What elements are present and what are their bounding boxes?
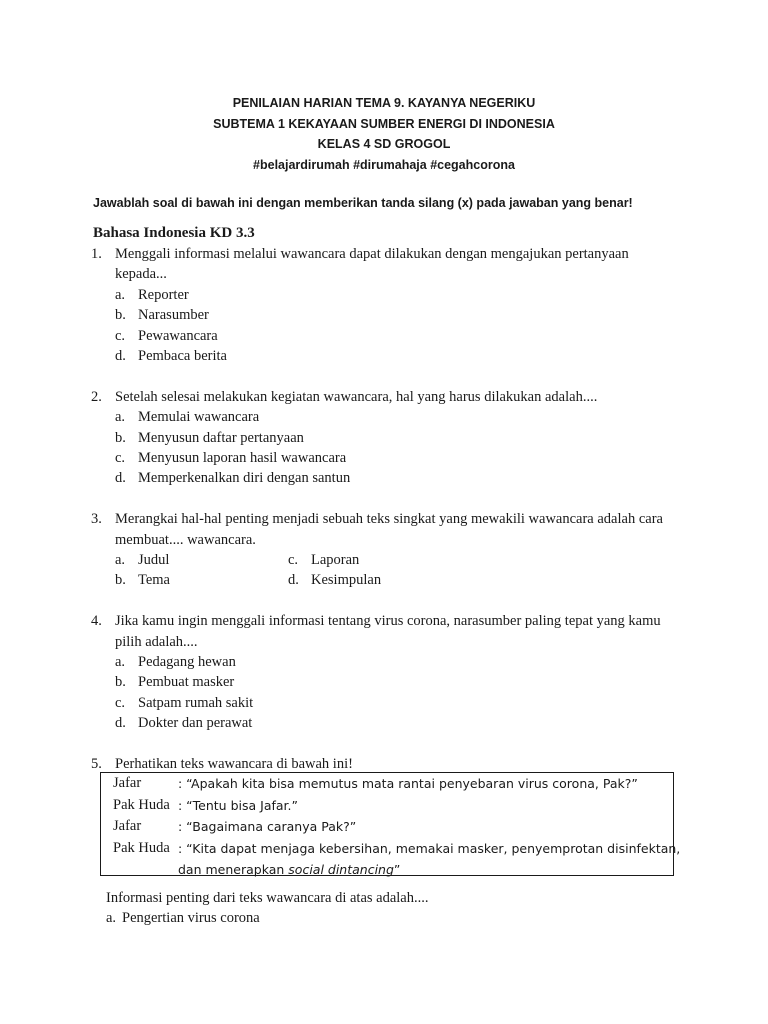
option-text: Dokter dan perawat xyxy=(138,715,253,732)
dialog-utterance: : “Bagaimana caranya Pak?” xyxy=(178,819,357,834)
option-b[interactable] xyxy=(115,570,288,590)
question-text: Merangkai hal-hal penting menjadi sebuah teks singkat yang mewakili wawancara adalah cara membuat.... wawancara. xyxy=(115,511,663,548)
option-list xyxy=(115,407,681,489)
header-subtheme: SUBTEMA 1 KEKAYAAN SUMBER ENERGI DI INDONESIA xyxy=(213,116,555,131)
option-letter: a. xyxy=(106,910,117,927)
dialog-speaker: Jafar xyxy=(113,818,142,834)
option-text: Pembuat masker xyxy=(138,674,235,691)
option-d[interactable] xyxy=(115,346,681,366)
option-letter: c. xyxy=(115,694,126,711)
option-text: Menyusun laporan hasil wawancara xyxy=(138,450,347,467)
option-a[interactable] xyxy=(115,285,681,305)
option-letter: b. xyxy=(115,572,126,589)
question-text: Setelah selesai melakukan kegiatan wawancara, hal yang harus dilakukan adalah.... xyxy=(115,388,598,405)
option-c[interactable] xyxy=(115,326,681,346)
dialog-speaker: Pak Huda xyxy=(113,839,170,856)
option-a[interactable] xyxy=(115,407,681,427)
option-d[interactable] xyxy=(288,570,461,590)
option-list xyxy=(115,652,681,734)
option-letter: c. xyxy=(115,450,126,467)
option-text: Memperkenalkan diri dengan santun xyxy=(138,470,351,487)
option-d[interactable] xyxy=(115,713,681,733)
option-text: Memulai wawancara xyxy=(138,409,260,426)
option-text: Pedagang hewan xyxy=(138,654,236,671)
option-letter: c. xyxy=(115,327,126,344)
option-a[interactable] xyxy=(106,908,429,928)
option-letter: c. xyxy=(288,552,299,569)
header-hashtags: #belajardirumah #dirumahaja #cegahcorona xyxy=(253,157,515,172)
option-text: Tema xyxy=(138,572,170,589)
option-text: Satpam rumah sakit xyxy=(138,694,254,711)
option-letter: d. xyxy=(115,348,126,365)
dialog-line-4-continuation xyxy=(113,859,673,881)
option-list xyxy=(115,550,681,591)
option-letter: a. xyxy=(115,654,126,671)
option-text: Laporan xyxy=(311,552,360,569)
dialog-continuation: dan menerapkan xyxy=(178,862,289,877)
header-class: KELAS 4 SD GROGOL xyxy=(317,137,451,151)
question-5-followup xyxy=(106,888,429,929)
option-text: Pengertian virus corona xyxy=(122,910,260,927)
question-2 xyxy=(91,387,681,489)
option-text: Kesimpulan xyxy=(311,572,382,589)
dialog-utterance: : “Apakah kita bisa memutus mata rantai penyebaran virus corona, Pak?” xyxy=(178,776,638,791)
worksheet-header xyxy=(0,93,768,175)
option-letter: b. xyxy=(115,307,126,324)
option-letter: a. xyxy=(115,286,126,303)
option-letter: a. xyxy=(115,409,126,426)
followup-text: Informasi penting dari teks wawancara di atas adalah.... xyxy=(106,890,429,906)
dialog-line-3 xyxy=(113,816,673,838)
option-b[interactable] xyxy=(115,672,681,692)
option-text: Menyusun daftar pertanyaan xyxy=(138,429,304,446)
question-number: 1. xyxy=(91,246,102,262)
question-number: 5. xyxy=(91,756,102,773)
option-letter: d. xyxy=(115,715,126,732)
option-a[interactable] xyxy=(115,652,681,672)
option-letter: d. xyxy=(288,572,299,589)
option-letter: b. xyxy=(115,429,126,446)
option-c[interactable] xyxy=(115,448,681,468)
question-number: 2. xyxy=(91,388,102,405)
option-text: Judul xyxy=(138,552,170,569)
dialog-utterance: : “Tentu bisa Jafar.” xyxy=(178,797,298,813)
dialog-speaker: Jafar xyxy=(113,775,142,791)
instruction-text: Jawablah soal di bawah ini dengan memberikan tanda silang (x) pada jawaban yang benar! xyxy=(93,196,633,210)
dialog-utterance: : “Kita dapat menjaga kebersihan, memakai masker, penyemprotan disinfektan, xyxy=(178,840,681,856)
question-list xyxy=(91,244,681,775)
dialog-continuation-end: ” xyxy=(393,862,401,877)
question-number: 3. xyxy=(91,511,102,528)
option-letter: d. xyxy=(115,470,126,487)
option-letter: b. xyxy=(115,674,126,691)
dialog-line-4 xyxy=(113,838,681,860)
option-text: Pewawancara xyxy=(138,327,218,344)
question-4 xyxy=(91,611,681,733)
option-list xyxy=(115,285,681,367)
interview-dialog-box xyxy=(100,772,681,877)
option-text: Pembaca berita xyxy=(138,348,227,365)
question-3 xyxy=(91,509,681,591)
question-1 xyxy=(91,244,681,366)
section-title: Bahasa Indonesia KD 3.3 xyxy=(93,225,255,241)
option-d[interactable] xyxy=(115,468,681,488)
option-letter: a. xyxy=(115,552,126,569)
dialog-speaker: Pak Huda xyxy=(113,796,170,813)
option-b[interactable] xyxy=(115,305,681,325)
question-text: Jika kamu ingin menggali informasi tentang virus corona, narasumber paling tepat yang kamu pilih adalah.... xyxy=(115,613,661,650)
question-text: Perhatikan teks wawancara di bawah ini! xyxy=(115,756,353,773)
dialog-line-2 xyxy=(113,795,673,817)
option-c[interactable] xyxy=(288,550,461,570)
option-text: Reporter xyxy=(138,286,189,303)
header-title: PENILAIAN HARIAN TEMA 9. KAYANYA NEGERIKU xyxy=(232,96,536,110)
dialog-line-1 xyxy=(113,773,673,795)
option-a[interactable] xyxy=(115,550,288,570)
option-b[interactable] xyxy=(115,428,681,448)
question-number: 4. xyxy=(91,613,102,630)
option-c[interactable] xyxy=(115,693,681,713)
question-text: Menggali informasi melalui wawancara dapat dilakukan dengan mengajukan pertanyaan kepada... xyxy=(115,246,629,283)
dialog-italic-term: social dintancing xyxy=(288,862,394,877)
option-text: Narasumber xyxy=(138,307,209,324)
